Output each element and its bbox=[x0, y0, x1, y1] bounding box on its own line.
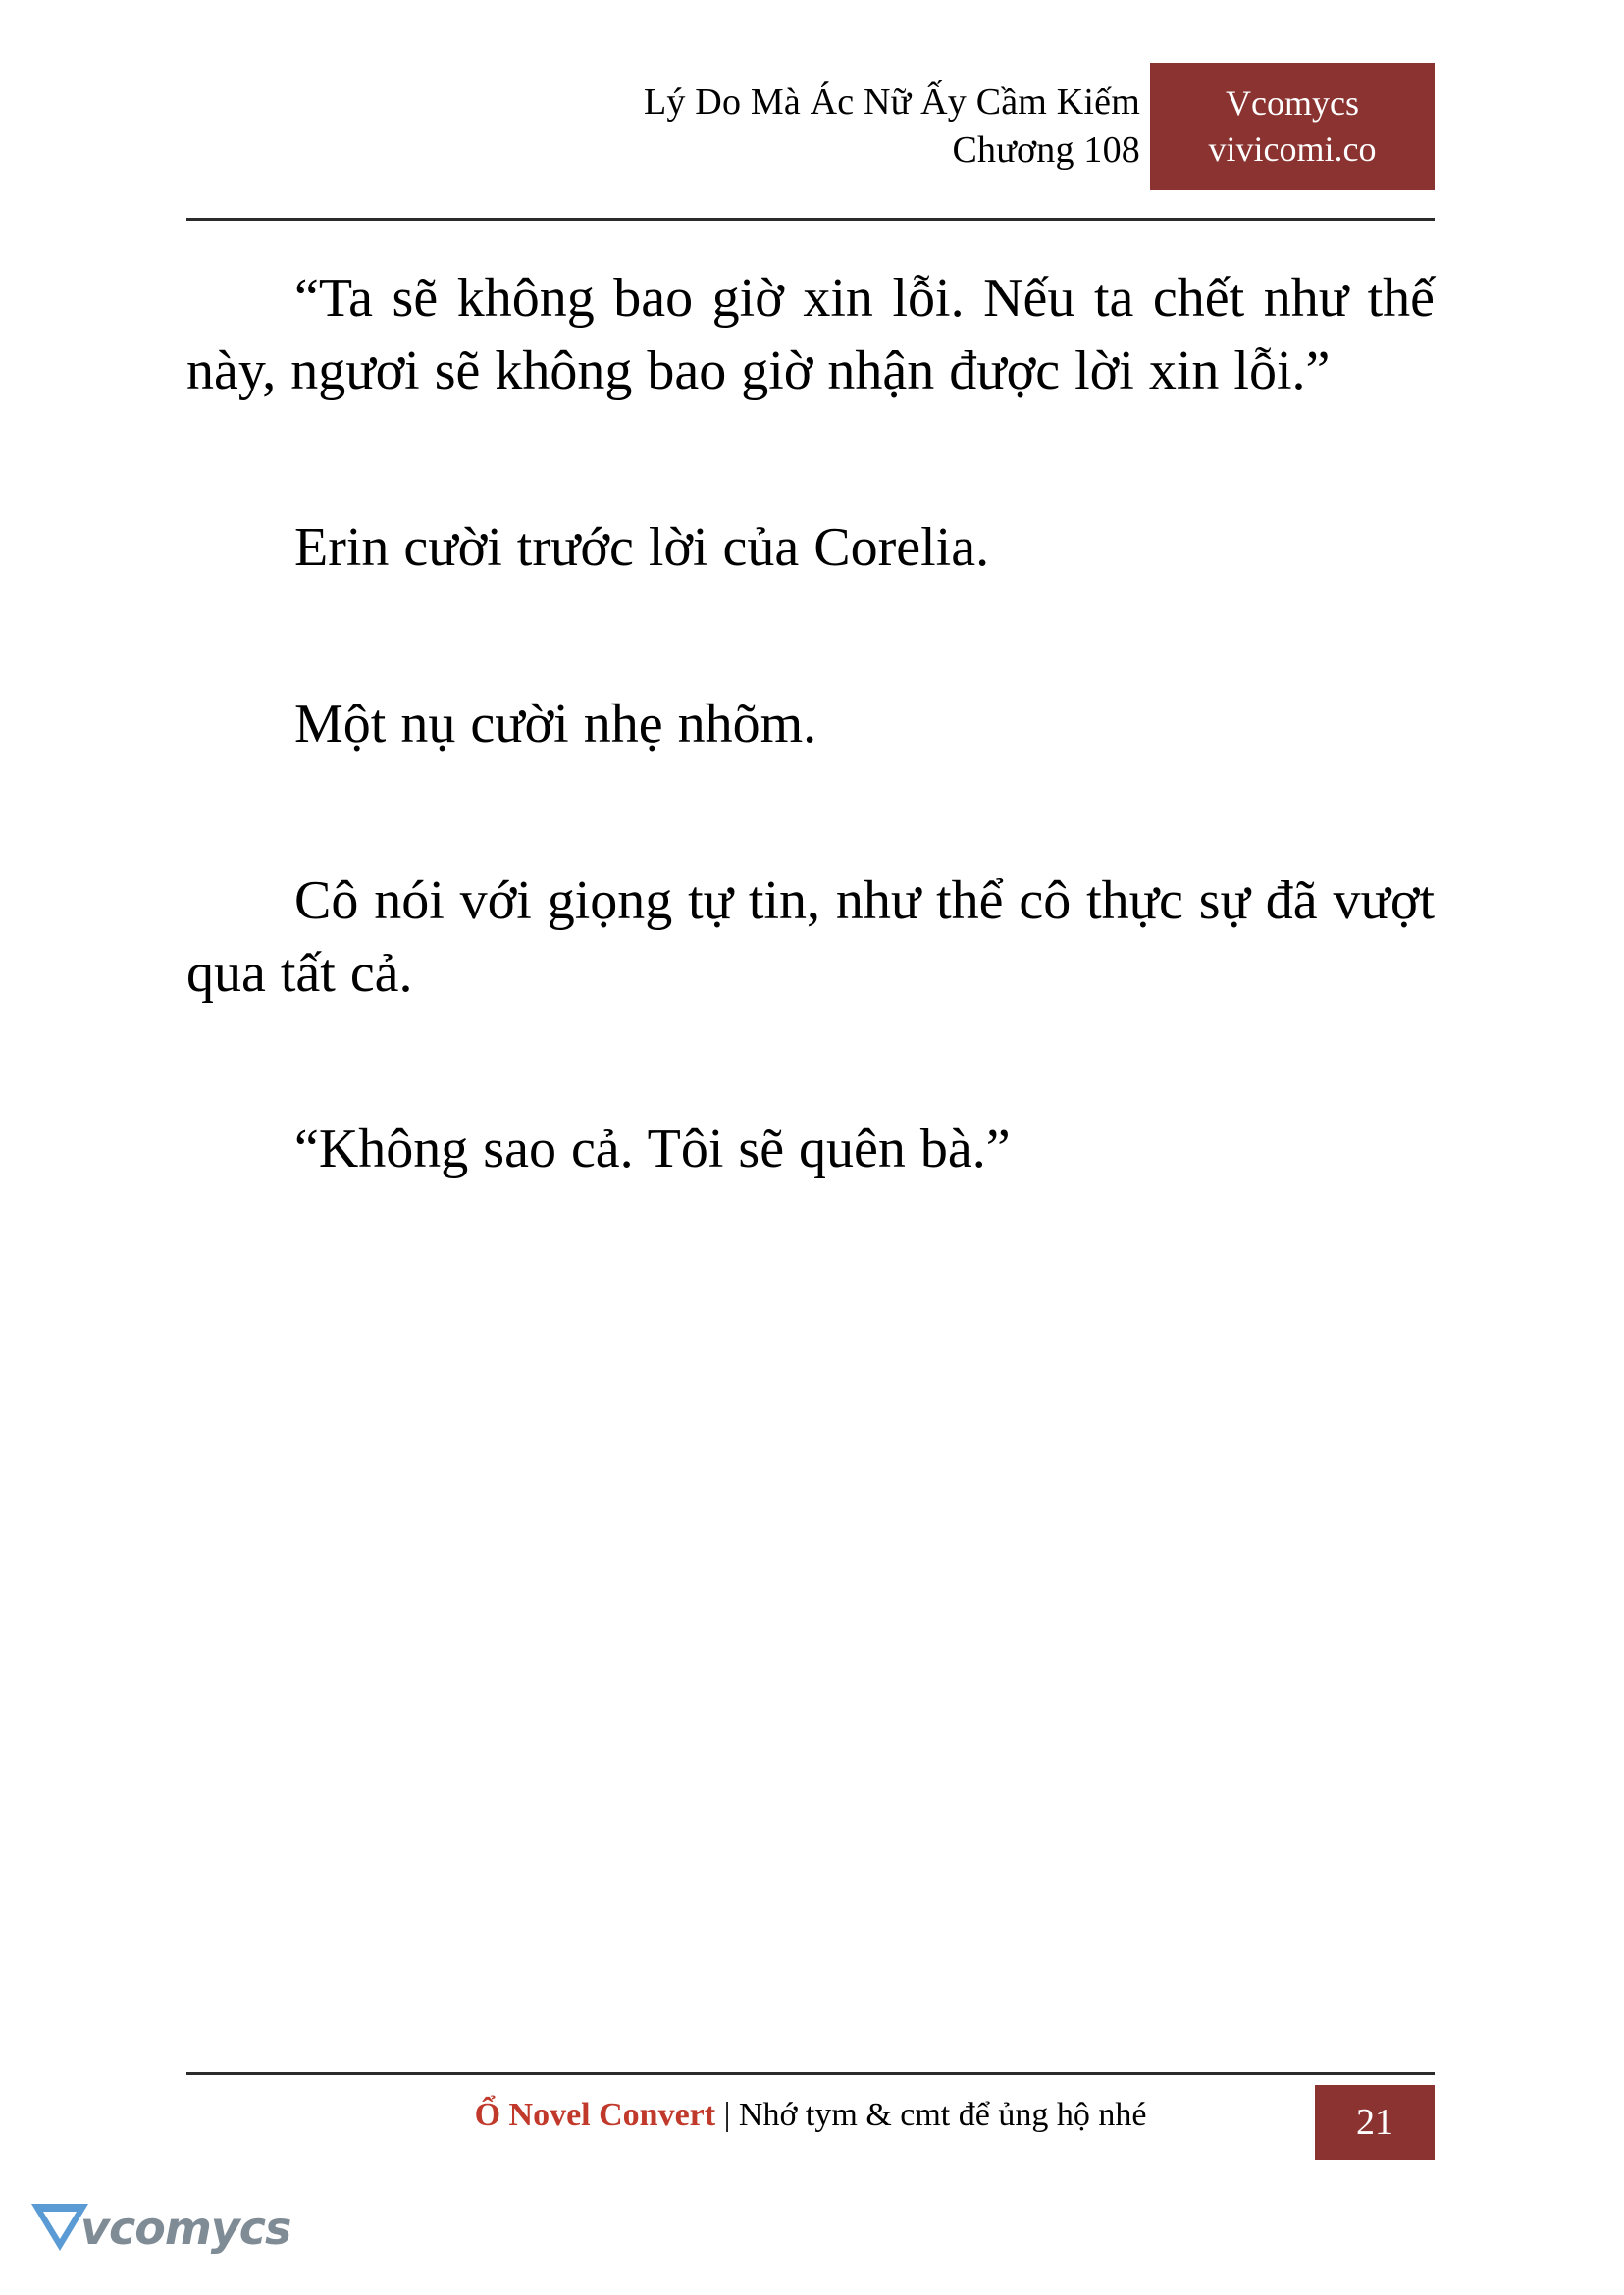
novel-title: Lý Do Mà Ác Nữ Ấy Cầm Kiếm bbox=[644, 81, 1140, 123]
watermark-logo bbox=[29, 2194, 291, 2270]
paragraph: Cô nói với giọng tự tin, như thể cô thực sự đã vượt qua tất cả. bbox=[186, 869, 1435, 1004]
site-badge-url: vivicomi.co bbox=[1208, 130, 1377, 169]
paragraph: Một nụ cười nhẹ nhõm. bbox=[294, 693, 817, 755]
page-number: 21 bbox=[1356, 2102, 1393, 2143]
footer-separator: | bbox=[723, 2097, 731, 2133]
paragraph: Erin cười trước lời của Corelia. bbox=[294, 516, 990, 578]
page-footer bbox=[186, 2085, 1435, 2160]
footer-brand: Ổ Novel Convert bbox=[474, 2097, 716, 2133]
page-header bbox=[186, 78, 1435, 211]
footer-credit bbox=[186, 2097, 1435, 2134]
page-content bbox=[186, 263, 1435, 1186]
footer-note: Nhớ tym & cmt để ủng hộ nhé bbox=[738, 2097, 1147, 2133]
watermark-label: vcomycs bbox=[80, 2202, 291, 2255]
paragraph: “Không sao cả. Tôi sẽ quên bà.” bbox=[294, 1119, 1011, 1180]
chapter-label: Chương 108 bbox=[952, 129, 1140, 171]
site-badge bbox=[1150, 63, 1435, 190]
header-title-group bbox=[644, 78, 1140, 174]
footer-divider bbox=[186, 2072, 1435, 2075]
paragraph: “Ta sẽ không bao giờ xin lỗi. Nếu ta chết như thế này, ngươi sẽ không bao giờ nhận được lời xin lỗi.” bbox=[186, 268, 1435, 401]
site-badge-name: Vcomycs bbox=[1226, 83, 1359, 124]
header-divider bbox=[186, 218, 1435, 221]
page-number-badge bbox=[1315, 2085, 1435, 2160]
